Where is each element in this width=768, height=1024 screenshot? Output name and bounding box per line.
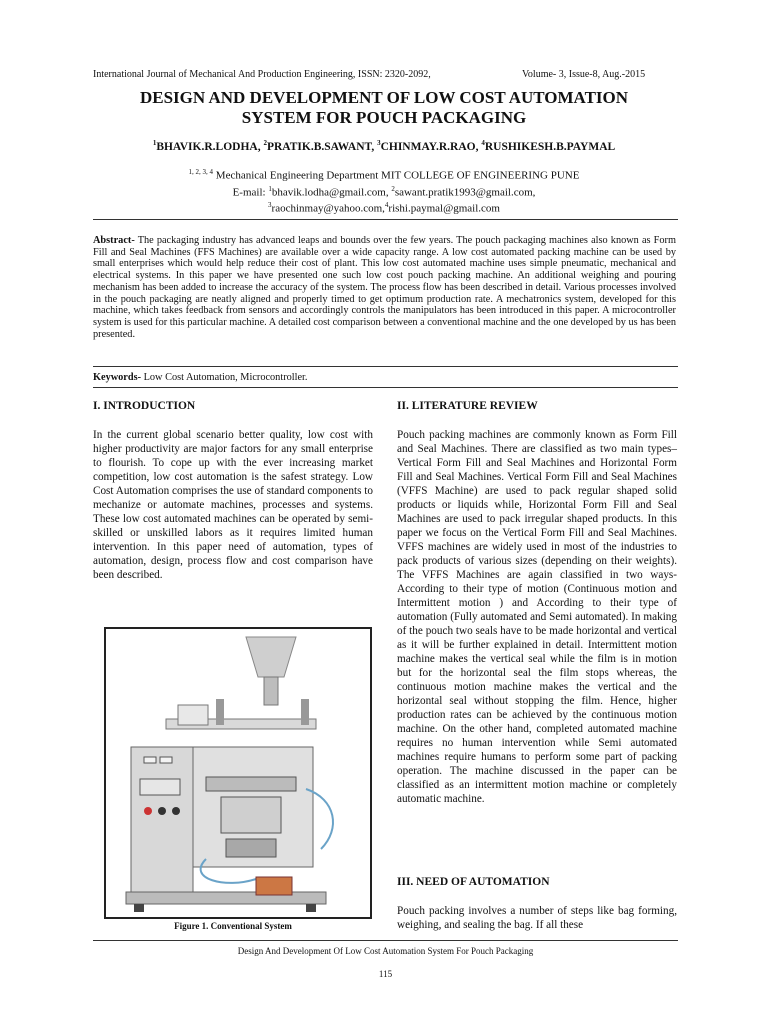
author-3: CHINMAY.R.RAO, xyxy=(380,140,482,153)
email-2: sawant.pratik1993@gmail.com, xyxy=(394,186,536,199)
abstract-text: The packaging industry has advanced leaps and bounds over the few years. The pouch packaging machines also known as Form Fill and Seal Machines (FFS Machines) are available over a wide capacity range. A low cost automated packing machine can be used by small enterprises which would help reduce their cost of plant. This low cost automated machine uses simple pneumatic, mechanical and electrical systems. In this paper we have presented one such low cost pouch packing machine. An additional weighing and pouring mechanism has been added to increase the accuracy of the system. The process flow has been described in detail. Various processes involved in the pouch packaging are neatly aligned and properly timed to get optimum production rate. A mechatronics system, developed for this machine, which takes feedback from sensors and accordingly controls the manipulators has been introduced in this paper. A microcontroller system is used for this particular machine. A detailed cost comparison between a conventional machine and the one developed by us has been presented. xyxy=(93,235,676,340)
email4-sup: 4 xyxy=(384,201,389,210)
divider-footer xyxy=(93,940,678,941)
keywords-label: Keywords- xyxy=(93,372,142,383)
affil-sup: 1, 2, 3, 4 xyxy=(188,168,214,176)
author-3-sup: 3 xyxy=(377,139,381,147)
email-1: bhavik.lodha@gmail.com, xyxy=(271,186,392,199)
author-1: BHAVIK.R.LODHA, xyxy=(156,140,264,153)
email1-sup: 1 xyxy=(268,184,272,193)
author-1-sup: 1 xyxy=(152,139,157,147)
literature-heading: II. LITERATURE REVIEW xyxy=(397,400,538,412)
need-text: Pouch packing involves a number of steps like bag forming, weighing, and sealing the bag. If all these xyxy=(397,905,677,931)
literature-text: Pouch packing machines are commonly known as Form Fill and Seal Machines. There are classified as two main types– Vertical Form Fill and Seal Machines and Horizontal Form Fill and Seal Machines. Vertical Form Fill and Seal Machines (VFFS Machine) are used to pack regular shaped solid products or liquids while, Horizontal Form Fill and Seal Machines are used to pack irregular shaped products. In this paper we focus on the Vertical Form Fill and Seal Machines. VFFS machines are widely used in most of the industries to pack products of various sizes (depending on their weights). The VFFS Machines are again classified in two ways- According to their type of motion (Continuous motion and Intermittent motion ) and According to their type of automation (Fully automated and Semi automated). In making of the pouch two seals have to be made horizontal and vertical as it will be further explained in detail. Intermittent motion machine makes the vertical seal while the film is in motion but for the horizontal seal the film stops whereas, the continuous motion machine makes the vertical and the horizontal seal without stopping the film. Hence, higher production rates can be achieved by the continuous motion machine. On the other hand, completed automated machine requires no human intervention while Semi automated machines require humans to perform some part of packing operation. The machine discussed in the paper can be classified as an intermittent motion machine or completely automatic machine. xyxy=(397,429,677,805)
packing-machine-illustration xyxy=(106,629,370,917)
footer-title: Design And Development Of Low Cost Automation System For Pouch Packaging xyxy=(237,946,534,956)
journal-header: International Journal of Mechanical And Production Engineering, ISSN: 2320-2092, xyxy=(93,69,431,80)
title-line-1: DESIGN AND DEVELOPMENT OF LOW COST AUTOMATION xyxy=(139,88,629,107)
volume-header: Volume- 3, Issue-8, Aug.-2015 xyxy=(522,69,646,80)
author-2-sup: 2 xyxy=(263,139,267,147)
abstract-label: Abstract- xyxy=(93,235,135,246)
divider-keywords xyxy=(93,387,678,388)
figure-conventional-system xyxy=(104,627,372,919)
affil-dept: Mechanical Engineering Department MIT COLLEGE OF ENGINEERING PUNE xyxy=(213,169,580,182)
divider-top xyxy=(93,219,678,220)
author-list xyxy=(60,139,708,153)
keywords xyxy=(93,372,308,383)
email-3: raochinmay@yahoo.com, xyxy=(271,202,385,215)
title-line-2: SYSTEM FOR POUCH PACKAGING xyxy=(241,108,527,127)
keywords-text: Low Cost Automation, Microcontroller. xyxy=(141,372,308,383)
need-heading: III. NEED OF AUTOMATION xyxy=(397,876,550,888)
paper-title xyxy=(60,88,708,128)
email3-sup: 3 xyxy=(268,201,272,210)
email-label: E-mail: xyxy=(232,186,269,199)
author-2: PRATIK.B.SAWANT, xyxy=(266,140,378,153)
intro-text: In the current global scenario better quality, low cost with higher productivity are major factors for any small enterprise to flourish. To cope up with the ever increasing market competition, low cost automation is the safest strategy. Low Cost Automation comprises the use of standard components to mechanize or automate machines, processes and systems. These low cost automated machines can be operated by semi-skilled or unskilled labors as it requires limited human intervention. In this paper need of automation, types of automation, design, process flow and cost comparison have been described. xyxy=(93,429,373,581)
author-4: RUSHIKESH.B.PAYMAL xyxy=(484,140,616,153)
divider-abstract xyxy=(93,366,678,367)
page-number: 115 xyxy=(378,969,393,979)
figure-caption: Figure 1. Conventional System xyxy=(174,921,292,931)
abstract xyxy=(93,235,676,340)
email2-sup: 2 xyxy=(391,184,395,193)
affiliation xyxy=(60,166,708,216)
email-4: rishi.paymal@gmail.com xyxy=(388,202,500,215)
intro-heading: I. INTRODUCTION xyxy=(93,400,196,412)
author-4-sup: 4 xyxy=(481,139,485,147)
